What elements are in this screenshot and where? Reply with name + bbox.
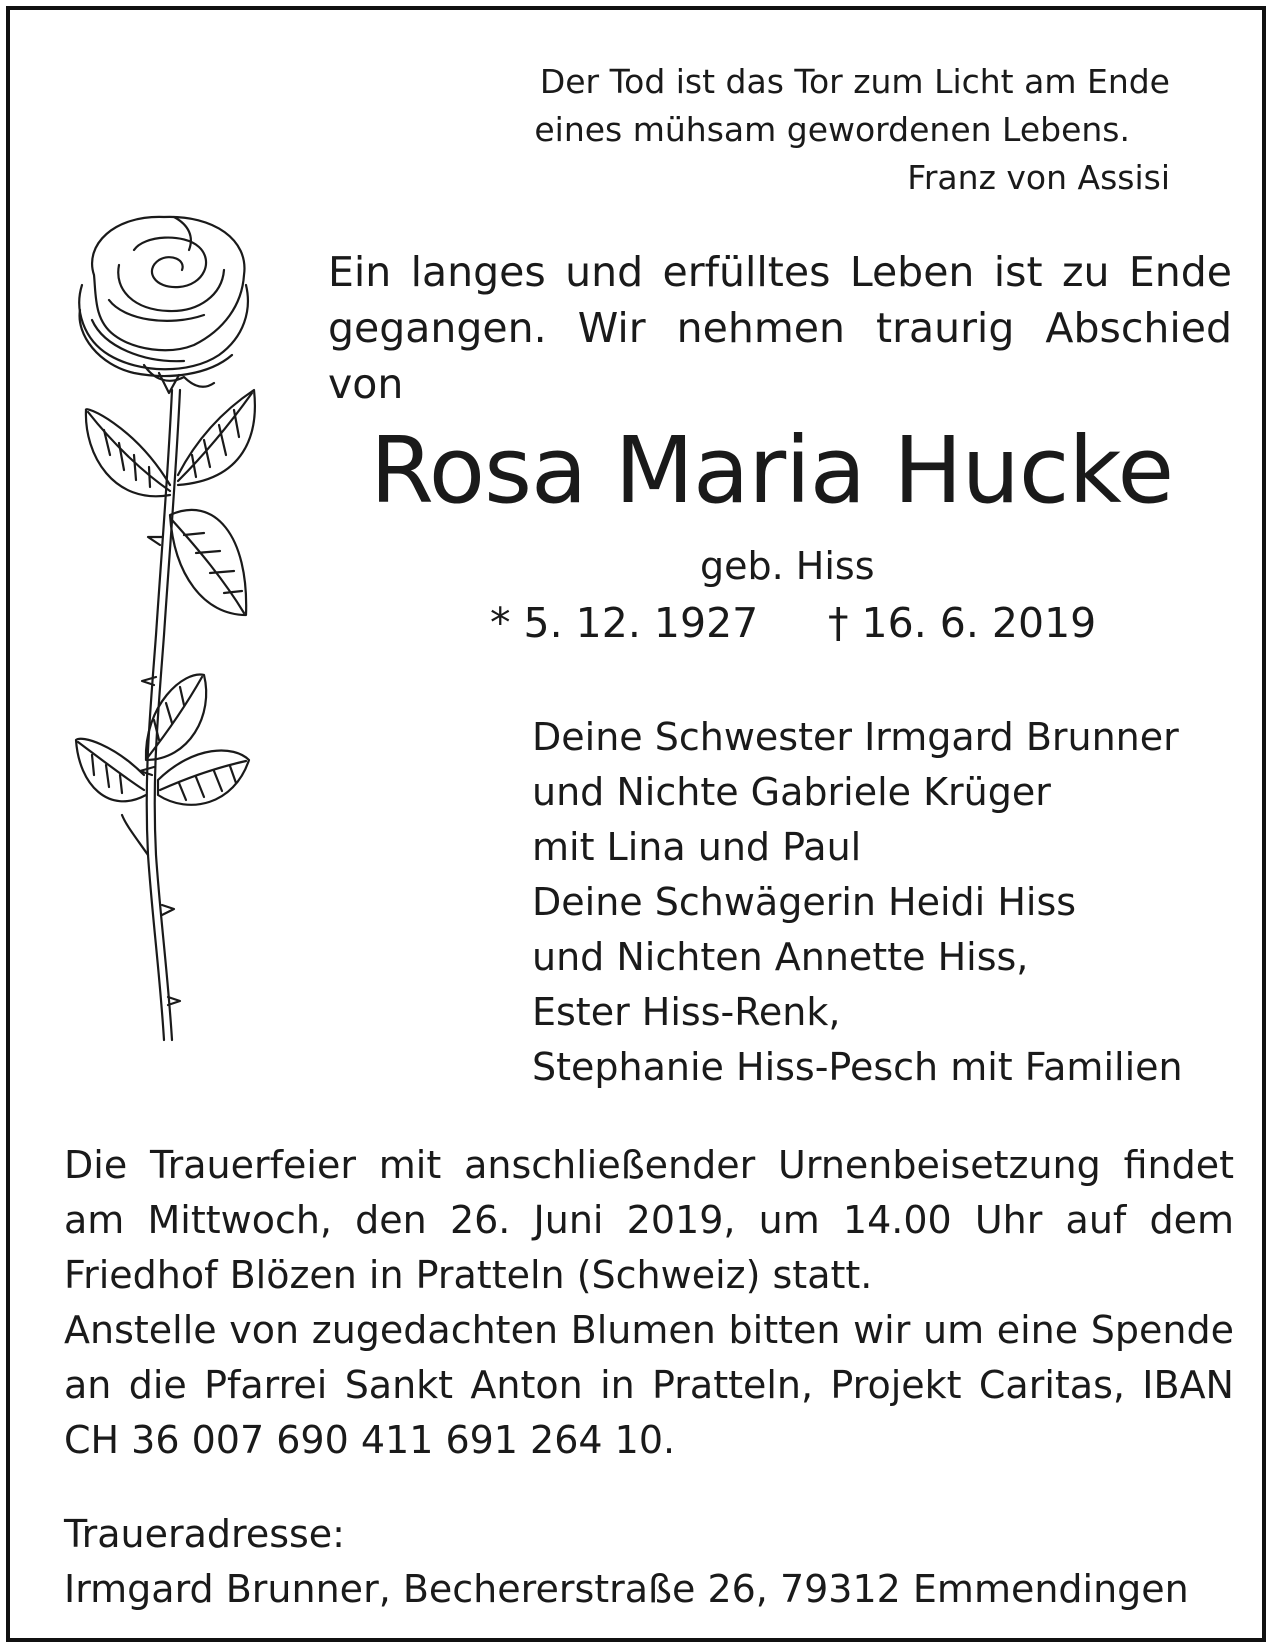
details-line-3: Friedhof Blözen in Pratteln (Schweiz) statt. xyxy=(64,1253,873,1297)
details-line-4: Anstelle von zugedachten Blumen bitten wir um eine Spende xyxy=(64,1308,1234,1352)
details-line-6: CH 36 007 690 411 691 264 10. xyxy=(64,1418,676,1462)
intro-line-2: gegangen. Wir nehmen traurig Abschied von xyxy=(328,304,1232,408)
mourner-line: Deine Schwester Irmgard Brunner xyxy=(532,715,1179,759)
intro-text xyxy=(328,244,1232,412)
details-line-5: an die Pfarrei Sankt Anton in Pratteln, Projekt Caritas, IBAN xyxy=(64,1363,1234,1407)
mourner-line: und Nichten Annette Hiss, xyxy=(532,935,1029,979)
details-line-2: am Mittwoch, den 26. Juni 2019, um 14.00 Uhr auf dem xyxy=(64,1198,1234,1242)
epigraph-quote xyxy=(510,58,1170,202)
deceased-name: Rosa Maria Hucke xyxy=(370,417,1174,524)
birth-date: * 5. 12. 1927 xyxy=(490,599,759,647)
quote-author: Franz von Assisi xyxy=(907,158,1170,197)
mourner-line: und Nichte Gabriele Krüger xyxy=(532,770,1051,814)
mourner-line: Deine Schwägerin Heidi Hiss xyxy=(532,880,1077,924)
obituary-frame xyxy=(6,6,1266,1642)
maiden-name: geb. Hiss xyxy=(700,544,875,588)
mourning-address xyxy=(64,1507,1189,1617)
address-label: Traueradresse: xyxy=(64,1512,345,1556)
quote-line-1: Der Tod ist das Tor zum Licht am Ende xyxy=(539,62,1170,101)
mourners-list xyxy=(532,710,1183,1095)
rose-icon xyxy=(74,215,264,1045)
service-details xyxy=(64,1138,1234,1468)
mourner-line: Ester Hiss-Renk, xyxy=(532,990,841,1034)
quote-line-2: eines mühsam gewordenen Lebens. xyxy=(534,110,1130,149)
mourner-line: Stephanie Hiss-Pesch mit Familien xyxy=(532,1045,1183,1089)
mourner-line: mit Lina und Paul xyxy=(532,825,862,869)
address-value: Irmgard Brunner, Bechererstraße 26, 79312 Emmendingen xyxy=(64,1567,1189,1611)
intro-line-1: Ein langes und erfülltes Leben ist zu Ende xyxy=(328,248,1232,296)
details-line-1: Die Trauerfeier mit anschließender Urnenbeisetzung findet xyxy=(64,1143,1234,1187)
death-date: † 16. 6. 2019 xyxy=(828,599,1097,647)
